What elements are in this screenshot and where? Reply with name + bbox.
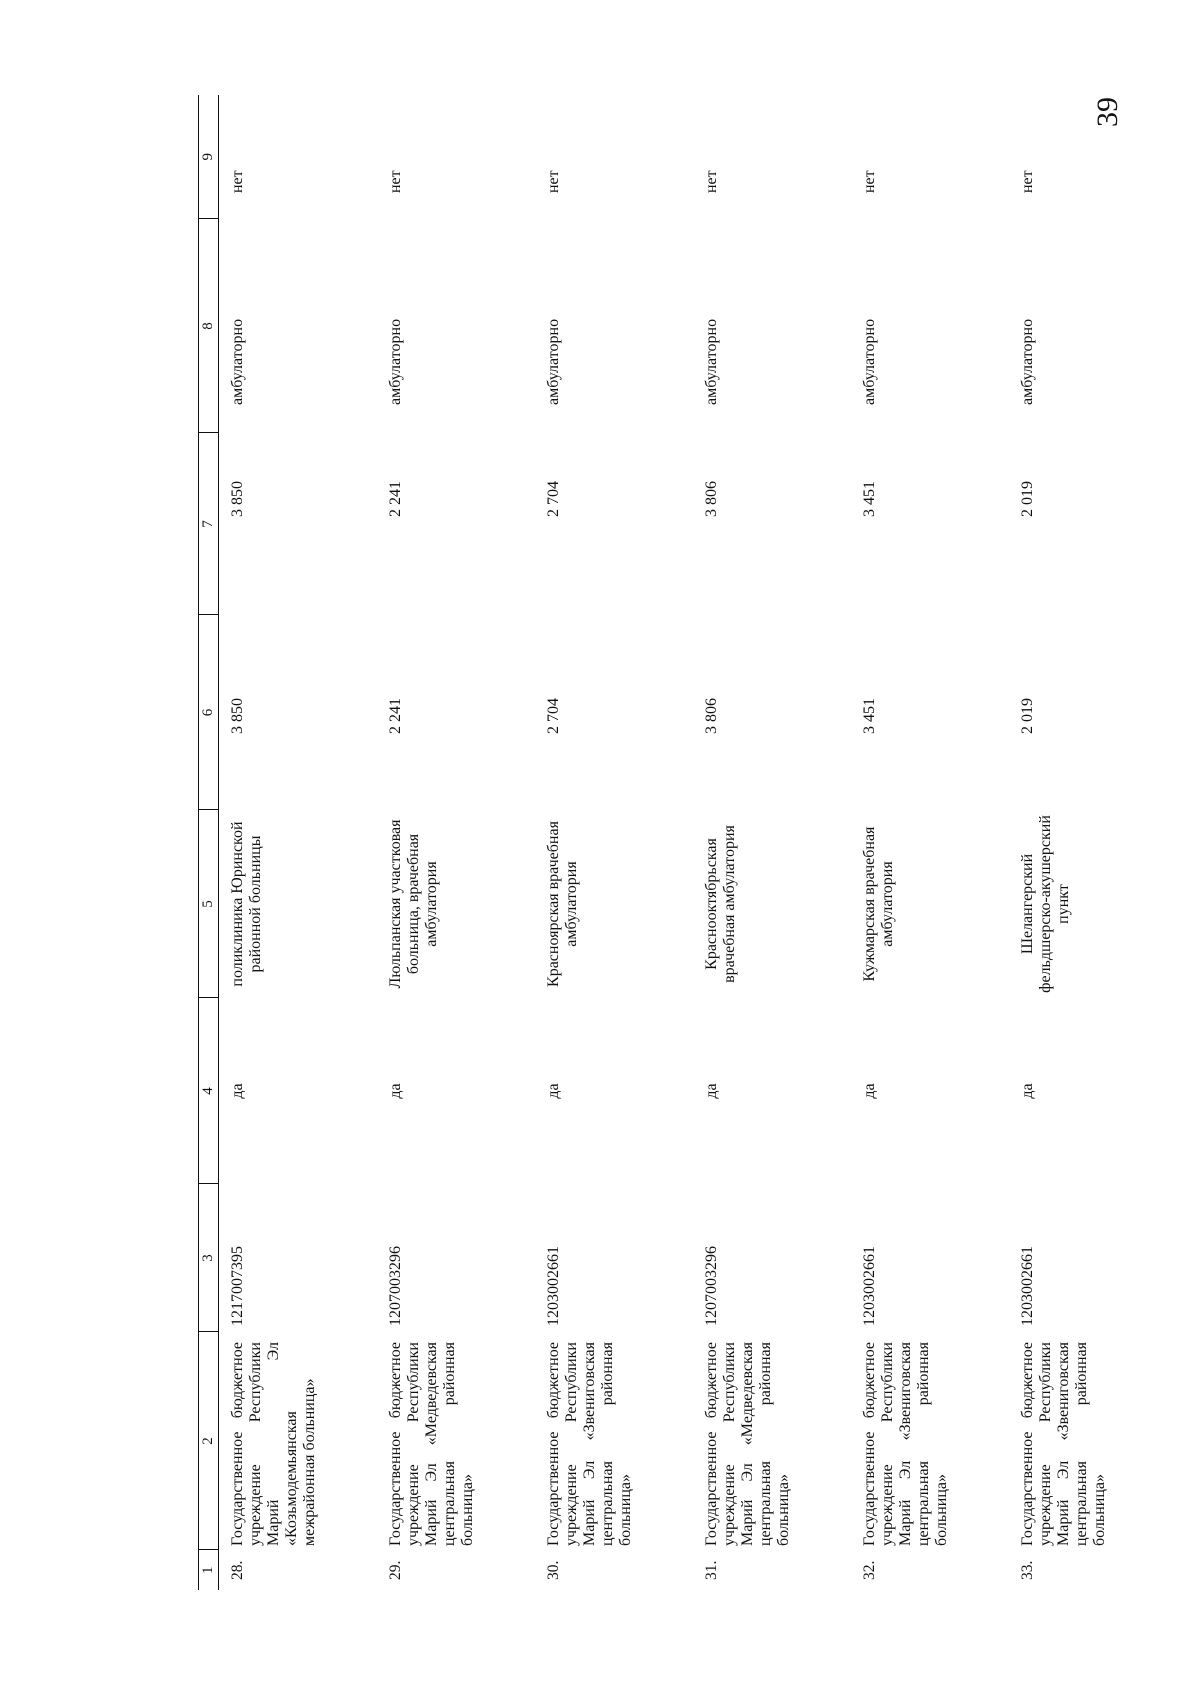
value-col-6: 3 451 bbox=[861, 698, 878, 734]
value-col-7: 2 019 bbox=[1019, 481, 1036, 517]
inn-code: 1207003296 bbox=[703, 1246, 720, 1326]
care-mode: амбулаторно bbox=[387, 318, 404, 405]
inn-code: 1203002661 bbox=[545, 1246, 562, 1326]
result-value: нет bbox=[861, 170, 878, 193]
organization-name: Государственное бюджетное учреждение Республики Марий Эл «Звениговская центральная районная больница» bbox=[545, 1342, 634, 1546]
flag-value: да bbox=[545, 1083, 562, 1099]
table-row bbox=[693, 95, 851, 1590]
column-number-row bbox=[199, 95, 219, 1590]
organization-name: Государственное бюджетное учреждение Республики Марий Эл «Медведевская центральная районная больница» bbox=[387, 1342, 476, 1546]
inn-code: 1207003296 bbox=[387, 1246, 404, 1326]
data-table bbox=[198, 95, 1167, 1590]
column-header: 8 bbox=[199, 219, 219, 433]
column-header: 3 bbox=[199, 1184, 219, 1332]
table-row bbox=[1009, 95, 1167, 1590]
organization-name: Государственное бюджетное учреждение Республики Марий Эл «Звениговская центральная районная больница» bbox=[861, 1342, 950, 1546]
value-col-7: 2 241 bbox=[387, 481, 404, 517]
value-col-7: 2 704 bbox=[545, 481, 562, 517]
care-mode: амбулаторно bbox=[545, 318, 562, 405]
inn-code: 1217007395 bbox=[229, 1246, 246, 1326]
column-header: 5 bbox=[199, 810, 219, 998]
table-row bbox=[851, 95, 1009, 1590]
page-number: 39 bbox=[1091, 97, 1124, 127]
care-mode: амбулаторно bbox=[861, 318, 878, 405]
subdivision-name: поликлиника Юринской районной больницы bbox=[229, 821, 264, 987]
value-col-6: 2 704 bbox=[545, 698, 562, 734]
result-value: нет bbox=[703, 170, 720, 193]
flag-value: да bbox=[229, 1083, 246, 1099]
value-col-7: 3 451 bbox=[861, 481, 878, 517]
value-col-6: 3 806 bbox=[703, 698, 720, 734]
flag-value: да bbox=[387, 1083, 404, 1099]
value-col-7: 3 806 bbox=[703, 481, 720, 517]
rotated-table-container bbox=[198, 95, 1108, 1590]
row-number: 28. bbox=[229, 1560, 246, 1580]
row-number: 31. bbox=[703, 1560, 720, 1580]
flag-value: да bbox=[861, 1083, 878, 1099]
row-number: 29. bbox=[387, 1560, 404, 1580]
subdivision-name: Красноярская врачебная амбулатория bbox=[545, 821, 580, 987]
result-value: нет bbox=[387, 170, 404, 193]
row-number: 33. bbox=[1019, 1560, 1036, 1580]
subdivision-name: Краснооктябрьская врачебная амбулатория bbox=[703, 825, 738, 983]
value-col-6: 2 019 bbox=[1019, 698, 1036, 734]
subdivision-name: Кужмарская врачебная амбулатория bbox=[861, 826, 896, 982]
column-header: 7 bbox=[199, 433, 219, 615]
value-col-7: 3 850 bbox=[229, 481, 246, 517]
subdivision-name: Шелангерский фельдшерско-акушерский пункт bbox=[1019, 815, 1072, 993]
result-value: нет bbox=[229, 170, 246, 193]
subdivision-name: Люльпанская участковая больница, врачебная амбулатория bbox=[387, 819, 440, 989]
table-row bbox=[535, 95, 693, 1590]
organization-name: Государственное бюджетное учреждение Республики Марий Эл «Звениговская центральная районная больница» bbox=[1019, 1342, 1108, 1546]
column-header: 9 bbox=[199, 95, 219, 219]
flag-value: да bbox=[703, 1083, 720, 1099]
column-header: 1 bbox=[199, 1550, 219, 1590]
care-mode: амбулаторно bbox=[1019, 318, 1036, 405]
table-row bbox=[377, 95, 535, 1590]
column-header: 2 bbox=[199, 1332, 219, 1550]
inn-code: 1203002661 bbox=[861, 1246, 878, 1326]
result-value: нет bbox=[545, 170, 562, 193]
column-header: 4 bbox=[199, 998, 219, 1184]
value-col-6: 3 850 bbox=[229, 698, 246, 734]
organization-name: Государственное бюджетное учреждение Республики Марий Эл «Медведевская центральная районная больница» bbox=[703, 1342, 792, 1546]
care-mode: амбулаторно bbox=[703, 318, 720, 405]
organization-name: Государственное бюджетное учреждение Республики Марий Эл «Козьмодемьянская межрайонная больница» bbox=[229, 1342, 318, 1546]
result-value: нет bbox=[1019, 170, 1036, 193]
row-number: 32. bbox=[861, 1560, 878, 1580]
flag-value: да bbox=[1019, 1083, 1036, 1099]
table-row bbox=[219, 95, 378, 1590]
inn-code: 1203002661 bbox=[1019, 1246, 1036, 1326]
care-mode: амбулаторно bbox=[229, 318, 246, 405]
column-header: 6 bbox=[199, 615, 219, 810]
row-number: 30. bbox=[545, 1560, 562, 1580]
value-col-6: 2 241 bbox=[387, 698, 404, 734]
